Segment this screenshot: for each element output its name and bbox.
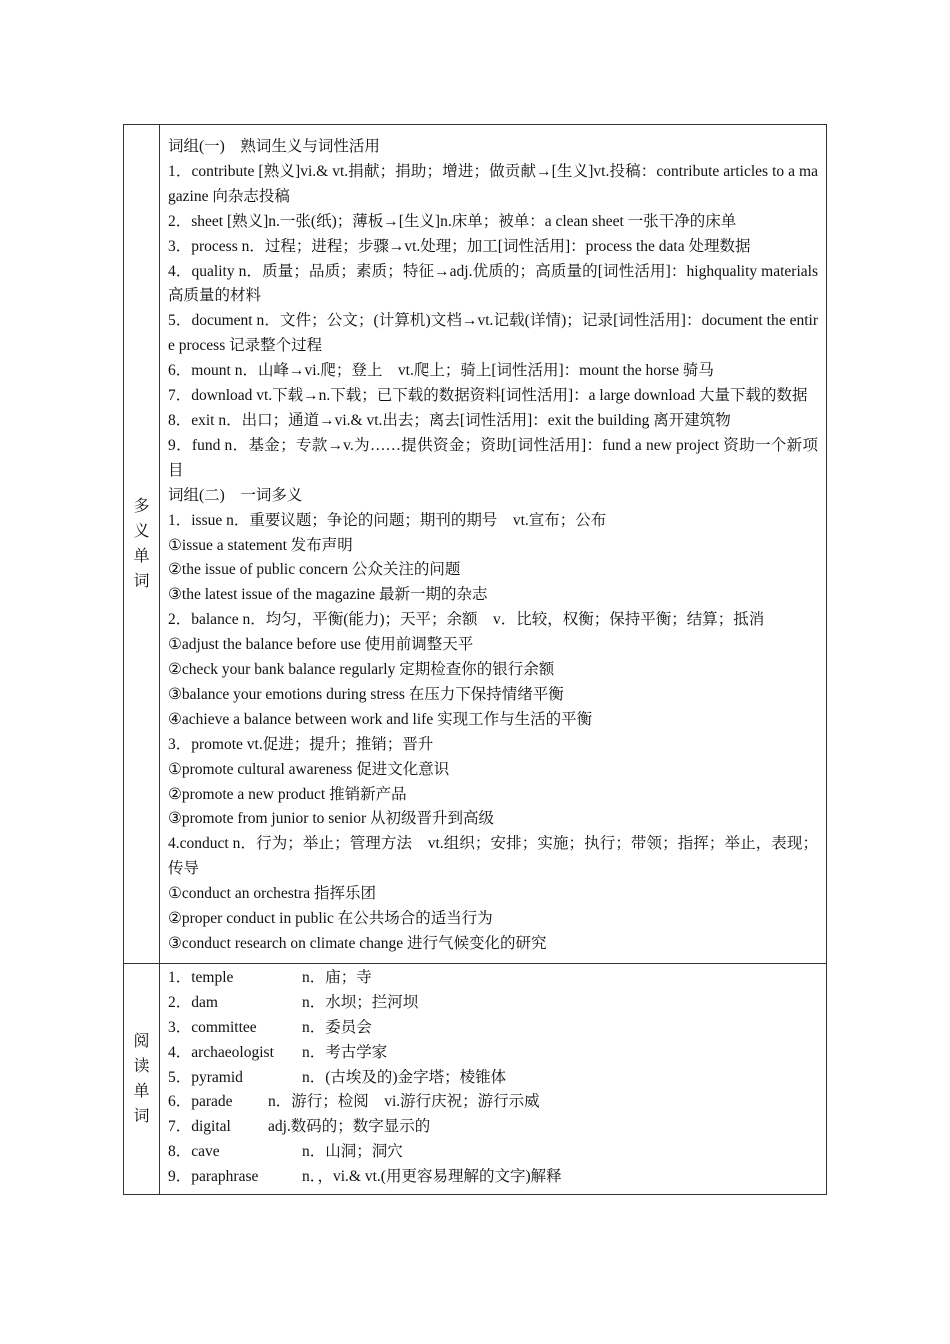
polysemy-label: 多义单词: [133, 497, 150, 590]
group2-list: [168, 509, 818, 957]
entry-line: 5．document n．文件；公文；(计算机)文档→vt.记载(详情)；记录[词性活用]：document the entire process 记录整个过程: [168, 312, 818, 355]
vocab-definition: n．考古学家: [302, 1043, 388, 1061]
entry-line: 1．contribute [熟义]vi.& vt.捐献；捐助；增进；做贡献→[生义]vt.投稿：contribute articles to a magazine 向杂志投稿: [168, 162, 818, 205]
polysemy-label-cell: [124, 125, 160, 964]
entry-line: ③balance your emotions during stress 在压力下保持情绪平衡: [168, 685, 564, 703]
polysemy-row: [124, 125, 827, 964]
vocab-word: 1．temple: [168, 968, 234, 986]
list-item: [168, 966, 818, 991]
entry-line: 8．exit n．出口；通道→vi.& vt.出去；离去[词性活用]：exit the building 离开建筑物: [168, 411, 731, 429]
entry-line: 4．quality n．质量；品质；素质；特征→adj.优质的；高质量的[词性活用]：highquality materials 高质量的材料: [168, 262, 818, 305]
vocab-word: 8．cave: [168, 1143, 220, 1161]
entry-line: 3．process n．过程；进程；步骤→vt.处理；加工[词性活用]：process the data 处理数据: [168, 237, 751, 255]
vocab-definition: n．委员会: [302, 1018, 372, 1036]
vocab-word: 4．archaeologist: [168, 1043, 274, 1061]
entry-line: ③the latest issue of the magazine 最新一期的杂志: [168, 586, 488, 604]
vocab-word: 9．paraphrase: [168, 1168, 259, 1186]
reading-label-cell: [124, 963, 160, 1194]
entry-line: ①issue a statement 发布声明: [168, 536, 353, 554]
vocab-definition: n．山洞；洞穴: [302, 1143, 403, 1161]
list-item: [168, 1140, 818, 1165]
list-item: [168, 1115, 818, 1140]
reading-list: [168, 966, 818, 1190]
group1-list: [168, 160, 818, 484]
list-item: [168, 1041, 818, 1066]
vocab-definition: n．，vi.& vt.(用更容易理解的文字)解释: [302, 1168, 562, 1186]
entry-line: ②promote a new product 推销新产品: [168, 785, 407, 803]
entry-line: ①promote cultural awareness 促进文化意识: [168, 760, 450, 778]
vocab-definition: n．(古埃及的)金字塔；棱锥体: [302, 1068, 507, 1086]
entry-line: ④achieve a balance between work and life 实现工作与生活的平衡: [168, 710, 593, 728]
group1-title: 词组(一) 熟词生义与词性活用: [168, 138, 380, 155]
reading-content: [160, 963, 827, 1194]
vocab-word: 2．dam: [168, 993, 218, 1011]
vocab-word: 7．digital: [168, 1118, 231, 1136]
group2-title: 词组(二) 一词多义: [168, 486, 303, 504]
vocabulary-table: [123, 124, 827, 1195]
entry-line: 6．mount n．山峰→vi.爬；登上 vt.爬上；骑上[词性活用]：mount the horse 骑马: [168, 362, 714, 380]
entry-line: ②proper conduct in public 在公共场合的适当行为: [168, 910, 493, 928]
reading-label: 阅读单词: [133, 1032, 150, 1125]
vocab-definition: adj.数码的；数字显示的: [268, 1118, 431, 1136]
reading-row: [124, 963, 827, 1194]
list-item: [168, 1090, 818, 1115]
vocab-definition: n．水坝；拦河坝: [302, 993, 419, 1011]
list-item: [168, 1165, 818, 1190]
vocab-definition: n．庙；寺: [302, 968, 372, 986]
entry-line: 2．balance n．均匀，平衡(能力)；天平；余额 v．比较，权衡；保持平衡；结算；抵消: [168, 611, 765, 629]
entry-line: 2．sheet [熟义]n.一张(纸)；薄板→[生义]n.床单；被单：a clean sheet 一张干净的床单: [168, 212, 737, 230]
entry-line: ③conduct research on climate change 进行气候变化的研究: [168, 935, 547, 952]
entry-line: 7．download vt.下载→n.下载；已下载的数据资料[词性活用]：a large download 大量下载的数据: [168, 387, 808, 405]
entry-line: 1．issue n．重要议题；争论的问题；期刊的期号 vt.宣布；公布: [168, 511, 607, 529]
list-item: [168, 1066, 818, 1091]
entry-line: 9．fund n．基金；专款→v.为……提供资金；资助[词性活用]：fund a new project 资助一个新项目: [168, 436, 818, 479]
list-item: [168, 1016, 818, 1041]
vocab-definition: n．游行；检阅 vi.游行庆祝；游行示威: [268, 1093, 540, 1111]
vocab-word: 5．pyramid: [168, 1068, 243, 1086]
vocab-word: 6．parade: [168, 1093, 233, 1111]
list-item: [168, 991, 818, 1016]
entry-line: ①adjust the balance before use 使用前调整天平: [168, 636, 474, 654]
entry-line: ③promote from junior to senior 从初级晋升到高级: [168, 810, 495, 828]
entry-line: 4.conduct n．行为；举止；管理方法 vt.组织；安排；实施；执行；带领；指挥；举止，表现；传导: [168, 835, 818, 878]
entry-line: 3．promote vt.促进；提升；推销；晋升: [168, 735, 434, 753]
vocab-word: 3．committee: [168, 1018, 257, 1036]
entry-line: ①conduct an orchestra 指挥乐团: [168, 885, 377, 903]
entry-line: ②check your bank balance regularly 定期检查你的银行余额: [168, 661, 555, 679]
entry-line: ②the issue of public concern 公众关注的问题: [168, 561, 461, 579]
polysemy-content: [160, 125, 827, 964]
